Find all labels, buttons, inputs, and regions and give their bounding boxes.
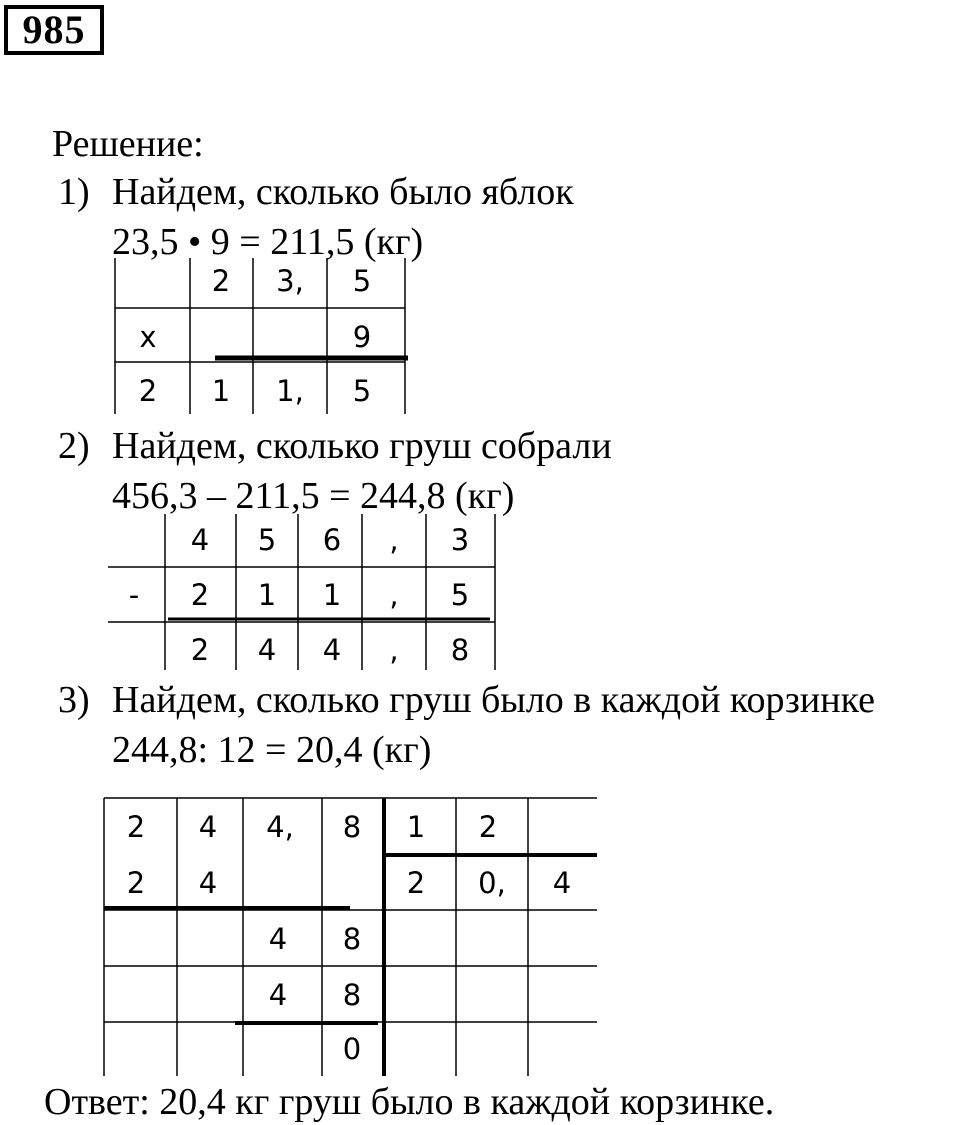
table-cell: 5 [450,578,470,612]
step-1-title: Найдем, сколько было яблок [112,171,574,213]
table-cell: 5 [352,264,372,298]
step-1-expression: 23,5 • 9 = 211,5 (кг) [112,221,424,263]
table-cell: 3 [450,523,470,557]
problem-number: 985 [4,5,104,55]
table-cell: 2 [406,866,426,900]
step-2-expression: 456,3 – 211,5 = 244,8 (кг) [112,475,515,517]
table-cell: 4 [268,978,288,1012]
step-3-number: 3) [58,679,90,721]
table-cell: , [389,633,399,667]
table-cell: 4 [257,633,277,667]
answer-text: Ответ: 20,4 кг груш было в каждой корзинке. [44,1081,775,1123]
table-cell: 4 [198,810,218,844]
step-3-expression: 244,8: 12 = 20,4 (кг) [112,729,432,771]
table-cell: 2 [138,374,158,408]
table-cell: 9 [352,320,372,354]
solution-heading: Решение: [52,123,204,165]
table-cell: 2 [126,810,146,844]
table-cell: 5 [257,523,277,557]
table-cell: 4 [190,523,210,557]
table-cell: 8 [342,922,362,956]
table-cell: 8 [450,633,470,667]
table-cell: - [128,578,140,612]
table-cell: 4, [266,810,294,844]
table-cell: 4 [322,633,342,667]
step-2-number: 2) [58,425,90,467]
table-cell: 1, [276,374,304,408]
table-cell: , [389,523,399,557]
table-cell: 3, [276,264,304,298]
table-cell: 4 [198,866,218,900]
step-3-title: Найдем, сколько груш было в каждой корзинке [112,679,875,721]
table-cell: 2 [211,264,231,298]
table-cell: 0 [342,1032,362,1066]
table-cell: 6 [322,523,342,557]
table-cell: 2 [126,866,146,900]
table-cell: 2 [478,810,498,844]
table-cell: , [389,578,399,612]
table-cell: 8 [342,978,362,1012]
table-cell: 1 [322,578,342,612]
step-2-title: Найдем, сколько груш собрали [112,425,612,467]
step-1-number: 1) [58,171,90,213]
table-cell: x [139,320,157,354]
table-cell: 1 [406,810,426,844]
table-cell: 4 [552,866,572,900]
table-cell: 4 [268,922,288,956]
table-cell: 2 [190,578,210,612]
table-cell: 2 [190,633,210,667]
table-cell: 0, [478,866,506,900]
table-cell: 5 [352,374,372,408]
table-cell: 1 [211,374,231,408]
table-cell: 8 [342,810,362,844]
table-cell: 1 [257,578,277,612]
